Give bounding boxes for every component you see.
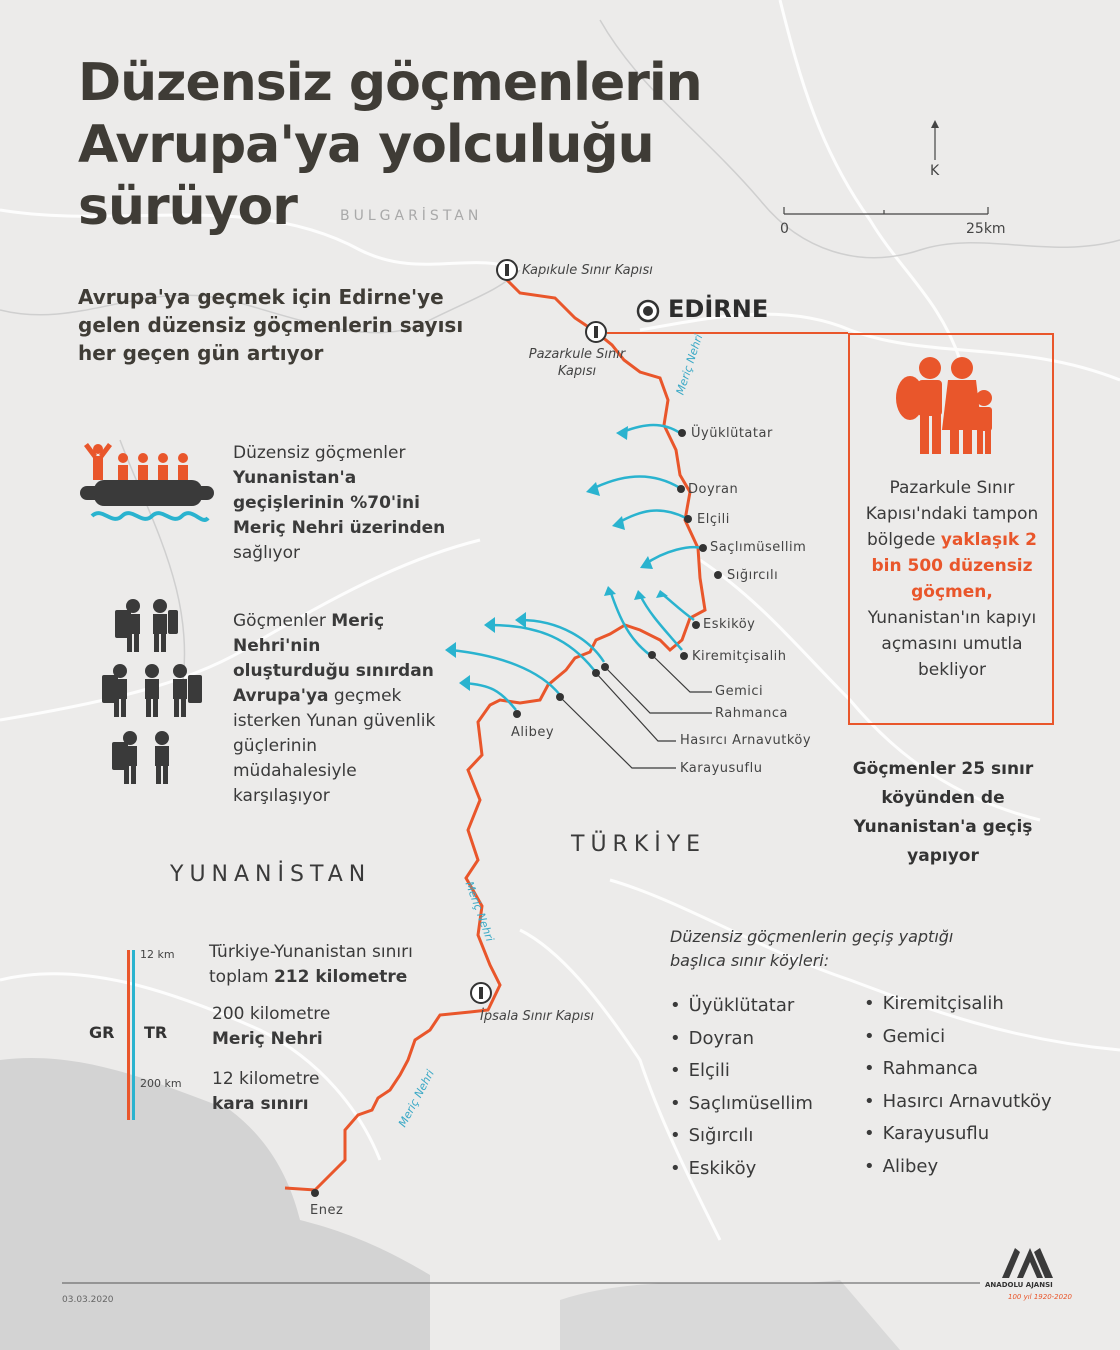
village-list-right (864, 988, 1052, 1183)
map-village-karayusuflu: Karayusuflu (680, 761, 763, 776)
arrow-heads (445, 426, 668, 691)
list-item: • Hasırcı Arnavutköy (864, 1086, 1052, 1119)
list-item: • Üyüklütatar (670, 990, 813, 1023)
map-village-elcili: Elçili (697, 512, 730, 527)
map-village-gemici: Gemici (715, 684, 764, 699)
arrow-eskikoy (662, 594, 694, 620)
legend-total-c: 212 kilometre (273, 967, 408, 987)
aa-logo (1002, 1248, 1053, 1278)
legend-land-b: kara sınırı (212, 1094, 309, 1114)
scale-bar (784, 207, 988, 214)
legend-river (212, 1002, 330, 1052)
river-label-1: Meriç Nehri (673, 332, 706, 397)
scale-end: 25km (966, 221, 1006, 237)
legend-land-a: 12 kilometre (212, 1069, 320, 1089)
compass-label: K (930, 163, 940, 179)
legend-tr: TR (144, 1023, 168, 1042)
callout-villages: Göçmenler 25 sınır köyünden de Yunanistan'a geçiş yapıyor (852, 759, 1034, 866)
legend-total (209, 940, 413, 990)
river-label-2: Meriç Nehri (462, 879, 497, 944)
map-village-alibey: Alibey (511, 725, 555, 740)
legend-gr: GR (89, 1023, 115, 1042)
pazarkule-box-text (860, 475, 1044, 683)
sea-east (560, 1280, 900, 1350)
list-item: • Elçili (670, 1055, 813, 1088)
label-greece: YUNANİSTAN (170, 862, 372, 887)
arrow-hasirci (490, 625, 594, 670)
river-label-3: Meriç Nehri (395, 1067, 437, 1130)
legend-km-bottom: 200 km (140, 1077, 182, 1090)
map-village-uyuklutatar: Üyüklütatar (691, 426, 773, 441)
stat2-text-b: Meriç Nehri'nin oluşturduğu sınırdan Avrupa'ya (233, 611, 434, 706)
scale-start: 0 (780, 221, 789, 237)
gate-ipsala: İpsala Sınır Kapısı (480, 1009, 595, 1024)
legend-land (212, 1067, 320, 1117)
stat1-text-a: Düzensiz göçmenler (233, 443, 406, 463)
stat-interventions (233, 609, 443, 809)
label-turkey: TÜRKİYE (571, 832, 707, 857)
list-item: • Eskiköy (670, 1153, 813, 1186)
stat1-text-c: sağlıyor (233, 543, 300, 563)
stat2-text-c: geçmek isterken Yunan güvenlik güçlerinin müdahalesiyle karşılaşıyor (233, 686, 436, 806)
logo-name: ANADOLU AJANSI (985, 1281, 1053, 1289)
village-list-left (670, 990, 813, 1185)
date: 03.03.2020 (62, 1295, 114, 1305)
stat1-text-b: Yunanistan'a geçişlerinin %70'ini Meriç Nehri üzerinden (233, 468, 446, 538)
map-village-eskikoy: Eskiköy (703, 617, 756, 632)
legend-river-b: Meriç Nehri (212, 1029, 323, 1049)
gate-pazarkule: Pazarkule Sınır Kapısı (528, 347, 626, 379)
map-village-kiremitcisalih: Kiremitçisalih (692, 649, 787, 664)
list-item: • Karayusuflu (864, 1118, 1052, 1151)
migrant-group-icon (102, 599, 202, 784)
north-arrow (931, 120, 939, 160)
page-title: Düzensiz göçmenlerin Avrupa'ya yolculuğu sürüyor (78, 53, 702, 237)
legend-river-a: 200 kilometre (212, 1004, 331, 1024)
box-text-c: Yunanistan'ın kapıyı açmasını umutla bekliyor (867, 608, 1037, 680)
label-bulgaria: BULGARİSTAN (340, 208, 483, 224)
arrow-uyuklutatar (620, 425, 680, 433)
box-text-a: Pazarkule Sınır Kapısı'ndaki tampon bölgede (865, 478, 1039, 550)
label-edirne: EDİRNE (668, 295, 769, 323)
list-item: • Doyran (670, 1023, 813, 1056)
map-village-enez: Enez (310, 1203, 344, 1218)
boat-icon (80, 443, 214, 520)
arrow-elcili (616, 510, 686, 524)
arrow-doyran (590, 476, 680, 490)
map-village-hasirci: Hasırcı Arnavutköy (680, 733, 812, 748)
legend-total-a: Türkiye-Yunanistan sınırı (209, 942, 413, 962)
map-village-saclimusellim: Saçlımüsellim (710, 540, 807, 555)
legend-total-b: toplam (209, 967, 274, 987)
list-item: • Kiremitçisalih (864, 988, 1052, 1021)
legend-km-top: 12 km (140, 948, 175, 961)
logo-years: 100 yıl 1920-2020 (1008, 1293, 1072, 1301)
arrow-saclimusellim (644, 547, 702, 565)
page-subtitle: Avrupa'ya geçmek için Edirne'ye gelen düzensiz göçmenlerin sayısı her geçen gün artıyor (78, 285, 464, 365)
leader-lines (560, 655, 712, 768)
list-item: • Saçlımüsellim (670, 1088, 813, 1121)
edirne-marker (638, 301, 658, 321)
list-item: • Alibey (864, 1151, 1052, 1184)
map-village-doyran: Doyran (688, 482, 739, 497)
stat-river-share (233, 441, 473, 566)
list-item: • Sığırcılı (670, 1120, 813, 1153)
village-list-heading: Düzensiz göçmenlerin geçiş yaptığı başlıca sınır köyleri: (670, 927, 954, 970)
stat2-text-a: Göçmenler (233, 611, 332, 631)
box-text-b: yaklaşık 2 bin 500 düzensiz göçmen, (871, 530, 1037, 602)
map-village-sigircili: Sığırcılı (727, 568, 779, 583)
arrow-gemici (610, 590, 650, 655)
gate-kapikule: Kapıkule Sınır Kapısı (522, 263, 653, 278)
list-item: • Gemici (864, 1021, 1052, 1054)
map-village-rahmanca: Rahmanca (715, 706, 788, 721)
list-item: • Rahmanca (864, 1053, 1052, 1086)
